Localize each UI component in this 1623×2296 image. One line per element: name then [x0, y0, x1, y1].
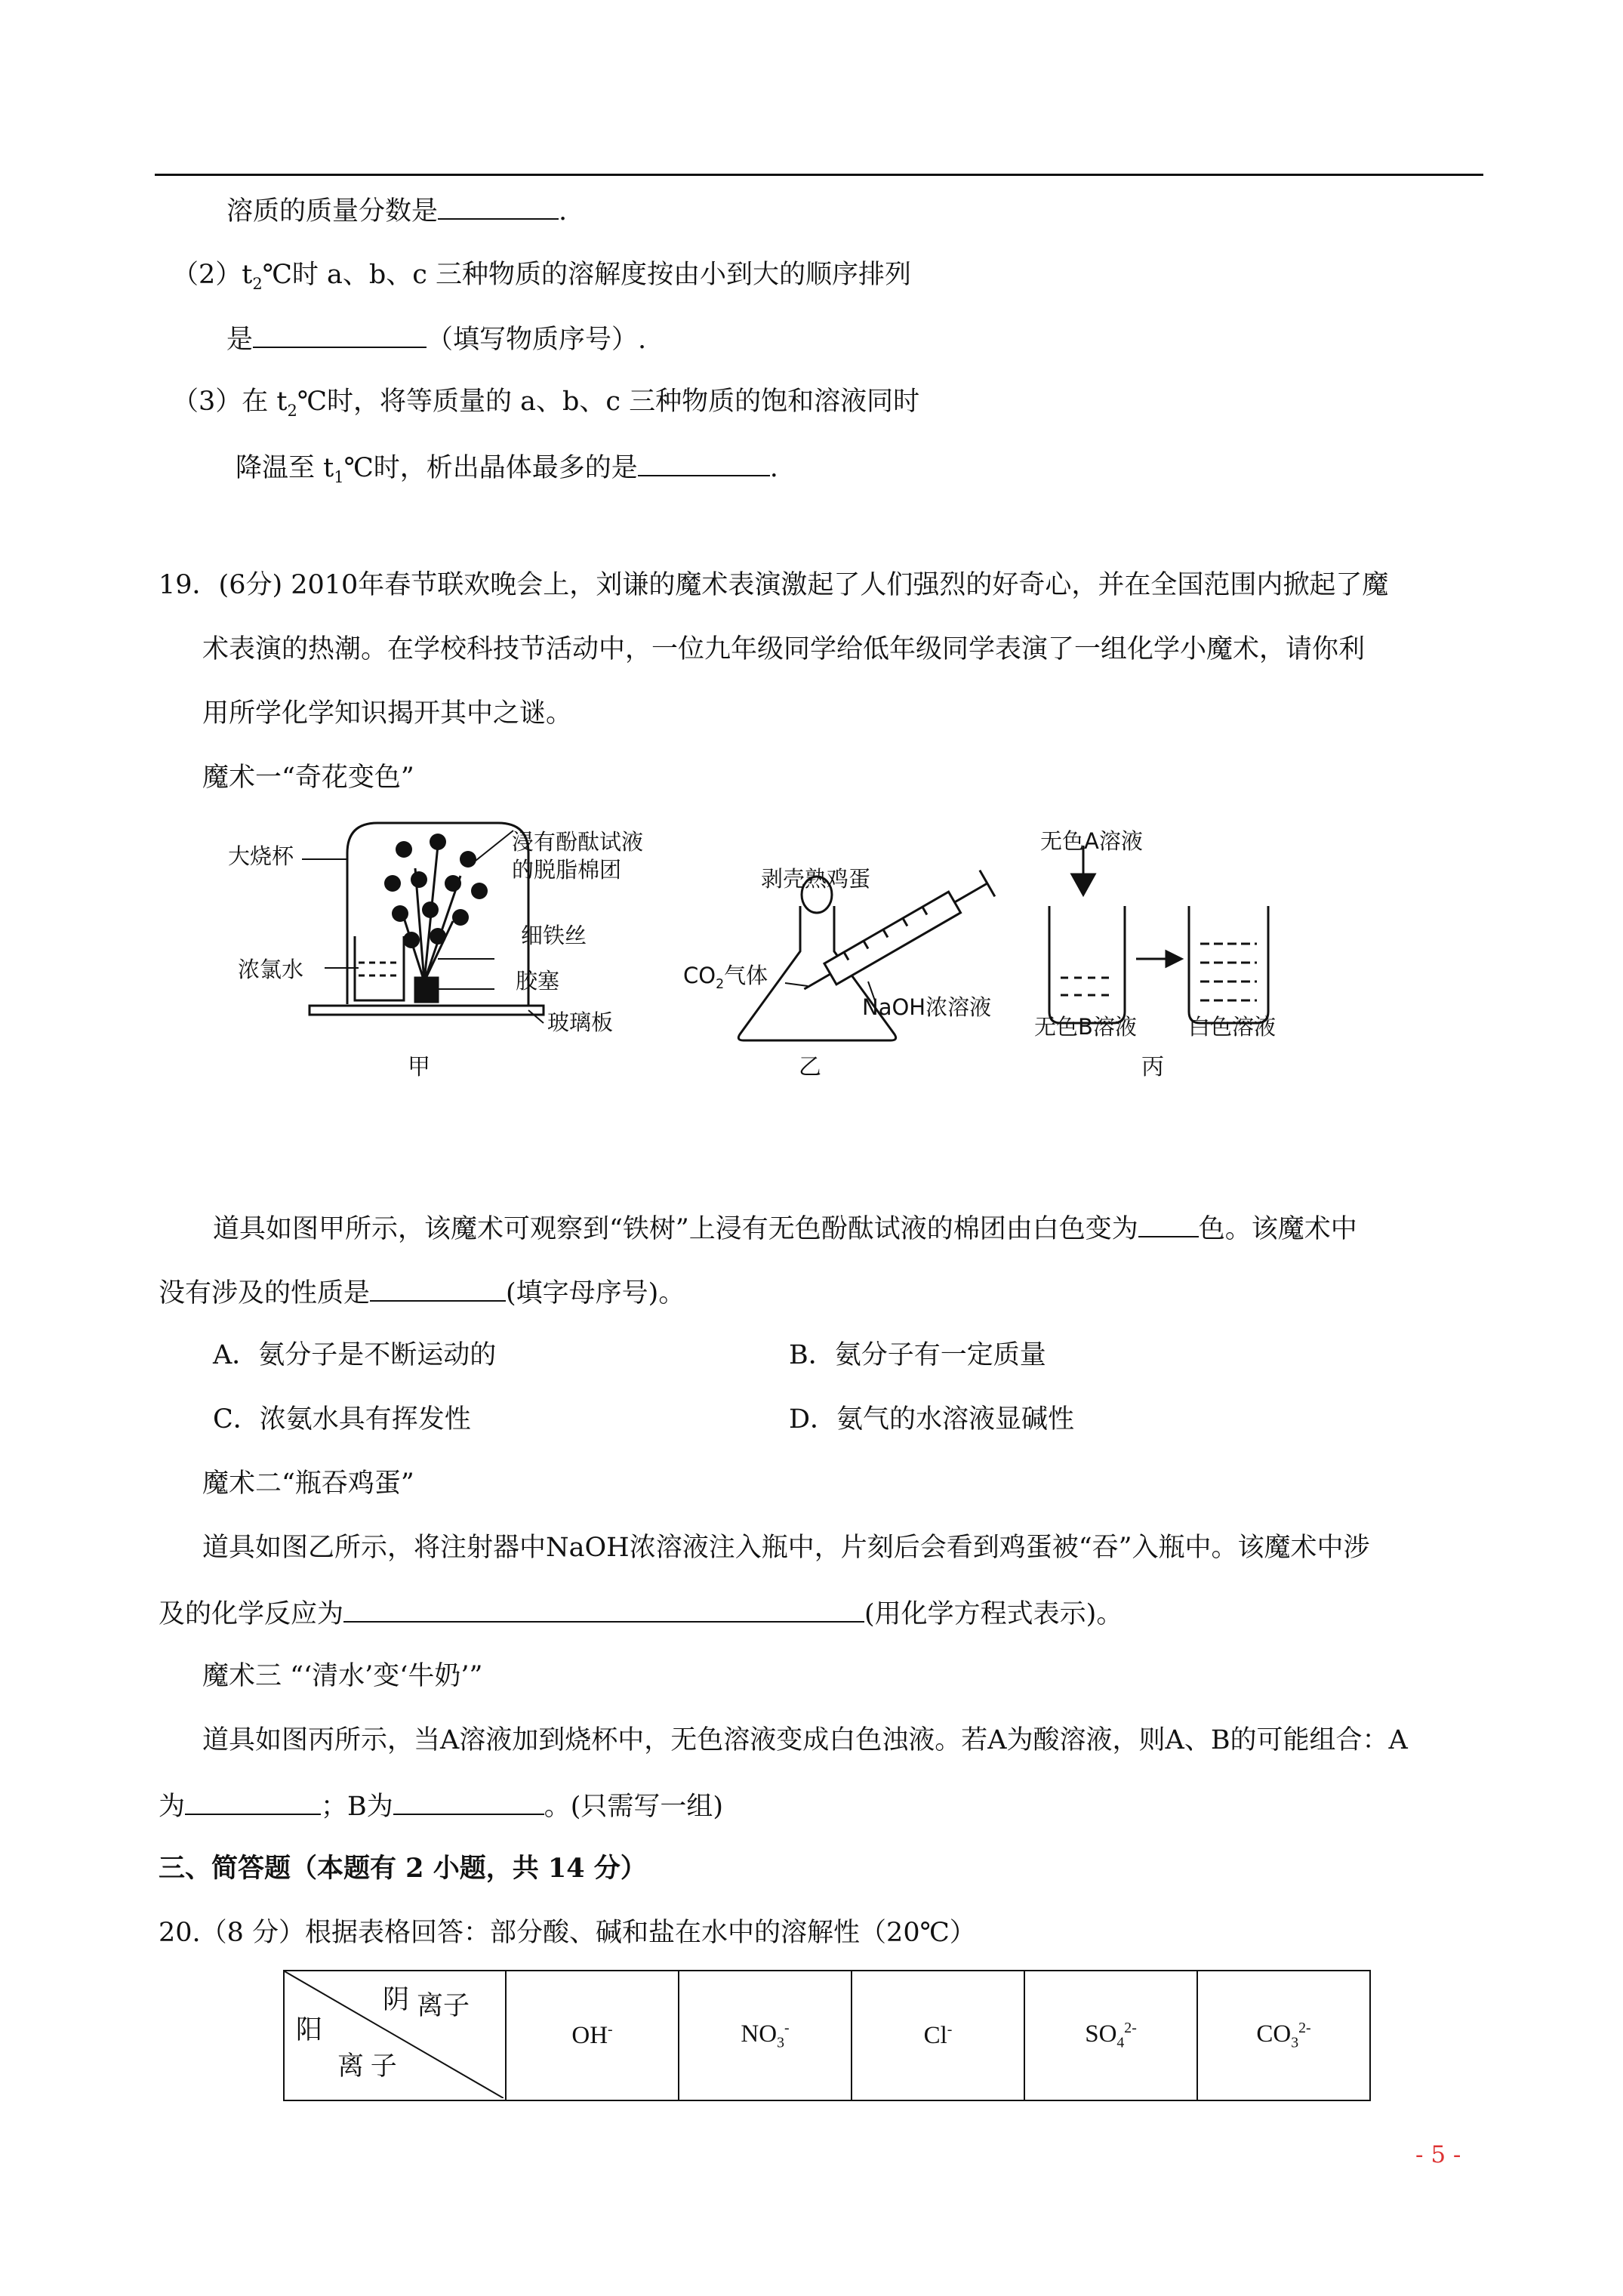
label-ammonia: 浓氯水 — [238, 957, 304, 982]
answer-blank[interactable] — [1138, 1210, 1199, 1237]
option-b[interactable]: B．氨分子有一定质量 — [789, 1340, 1046, 1370]
magic3-title: 魔术三 “‘清水’变‘牛奶’” — [202, 1661, 483, 1691]
section-3-heading: 三、简答题（本题有 2 小题，共 14 分） — [159, 1853, 647, 1884]
q19-line1: 19．(6分) 2010年春节联欢晚会上，刘谦的魔术表演激起了人们强烈的好奇心，并在全国范围内掀起了魔 — [159, 570, 1389, 600]
header-lizi-1: 离子 — [417, 1991, 470, 2020]
label-cotton-2: 的脱脂棉团 — [512, 857, 622, 883]
magic1-text-1: 道具如图甲所示，该魔术可观察到“铁树”上浸有无色酚酞试液的棉团由白色变为 色。该魔术中 — [213, 1210, 1357, 1246]
figures-diagram — [211, 808, 1344, 1095]
label-wire: 细铁丝 — [521, 923, 587, 948]
magic1-title: 魔术一“奇花变色” — [202, 763, 414, 793]
anion-cell: $SO_4^{2-}$ — [1024, 1971, 1197, 2100]
magic2-title: 魔术二“瓶吞鸡蛋” — [202, 1469, 414, 1499]
figure-bing — [1049, 846, 1268, 1023]
anion-cell: Cl- — [852, 1971, 1024, 2100]
option-c[interactable]: C．浓氨水具有挥发性 — [213, 1404, 471, 1435]
figure-jia — [302, 823, 544, 1023]
label-beaker: 大烧杯 — [228, 843, 294, 869]
anion-cell: $CO_3^{2-}$ — [1197, 1971, 1370, 2100]
option-a[interactable]: A．氨分子是不断运动的 — [213, 1340, 497, 1370]
answer-blank[interactable] — [438, 193, 559, 220]
label-naoh: NaOH浓溶液 — [862, 994, 992, 1020]
q18-line1: 溶质的质量分数是 . — [226, 193, 567, 228]
q19-line3: 用所学化学知识揭开其中之谜。 — [202, 698, 573, 729]
caption-bing: 丙 — [1141, 1054, 1164, 1080]
top-rule — [155, 174, 1483, 176]
label-glass-plate: 玻璃板 — [547, 1009, 614, 1035]
table-header-row — [284, 1971, 1370, 2100]
label-white-solution: 白色溶液 — [1188, 1014, 1277, 1040]
page-number: - 5 - — [1415, 2141, 1461, 2168]
magic2-text-1: 道具如图乙所示，将注射器中NaOH浓溶液注入瓶中，片刻后会看到鸡蛋被“吞”入瓶中。该魔术中涉 — [202, 1533, 1370, 1563]
magic3-text-2: 为 ；B为 。(只需写一组) — [159, 1788, 723, 1823]
q18-part2: $(2)t_2℃$时 a、b、c 三种物质的溶解度按由小到大的顺序排列 — [172, 260, 911, 293]
label-cotton-1: 浸有酚酞试液 — [512, 829, 644, 855]
q18-part2-answer: 是 （填写物质序号）. — [226, 321, 646, 356]
answer-blank[interactable] — [253, 321, 427, 348]
answer-blank[interactable] — [343, 1595, 864, 1623]
caption-yi: 乙 — [799, 1054, 821, 1080]
answer-blank[interactable] — [393, 1788, 544, 1815]
answer-blank[interactable] — [638, 449, 770, 476]
header-yin: 阴 — [383, 1985, 410, 2014]
q19-line2: 术表演的热潮。在学校科技节活动中，一位九年级同学给低年级同学表演了一组化学小魔术，请你利 — [202, 634, 1366, 664]
label-solution-b: 无色B溶液 — [1034, 1014, 1137, 1040]
label-solution-a: 无色A溶液 — [1040, 828, 1143, 854]
caption-jia: 甲 — [408, 1054, 430, 1080]
magic2-text-2: 及的化学反应为 (用化学方程式表示)。 — [159, 1595, 1123, 1631]
anion-cell: OH- — [506, 1971, 679, 2100]
header-corner-cell — [284, 1971, 506, 2100]
magic1-text-2: 没有涉及的性质是 (填字母序号)。 — [159, 1274, 685, 1310]
answer-blank[interactable] — [370, 1274, 506, 1302]
solubility-table — [283, 1970, 1371, 2101]
q18-part3: （3）在 $t_2℃$时，将等质量的 a、b、c 三种物质的饱和溶液同时 — [172, 387, 920, 420]
header-lizi-2: 离 子 — [337, 2051, 397, 2081]
answer-blank[interactable] — [185, 1788, 321, 1815]
label-co2: $CO_2$气体 — [683, 963, 768, 992]
q20-title: 20.（8 分）根据表格回答：部分酸、碱和盐在水中的溶解性（20℃） — [159, 1918, 976, 1948]
q18-part3-answer: 降温至 $t_1℃$时，析出晶体最多的是 . — [236, 449, 778, 494]
magic3-text-1: 道具如图丙所示，当A溶液加到烧杯中，无色溶液变成白色浊液。若A为酸溶液，则A、B的可能组合：A — [202, 1725, 1408, 1755]
label-egg: 剥壳熟鸡蛋 — [761, 866, 871, 892]
label-plug: 胶塞 — [516, 968, 560, 994]
option-d[interactable]: D．氨气的水溶液显碱性 — [789, 1404, 1075, 1435]
header-yang: 阳 — [296, 2015, 323, 2045]
anion-cell: $NO_3^-$ — [679, 1971, 852, 2100]
